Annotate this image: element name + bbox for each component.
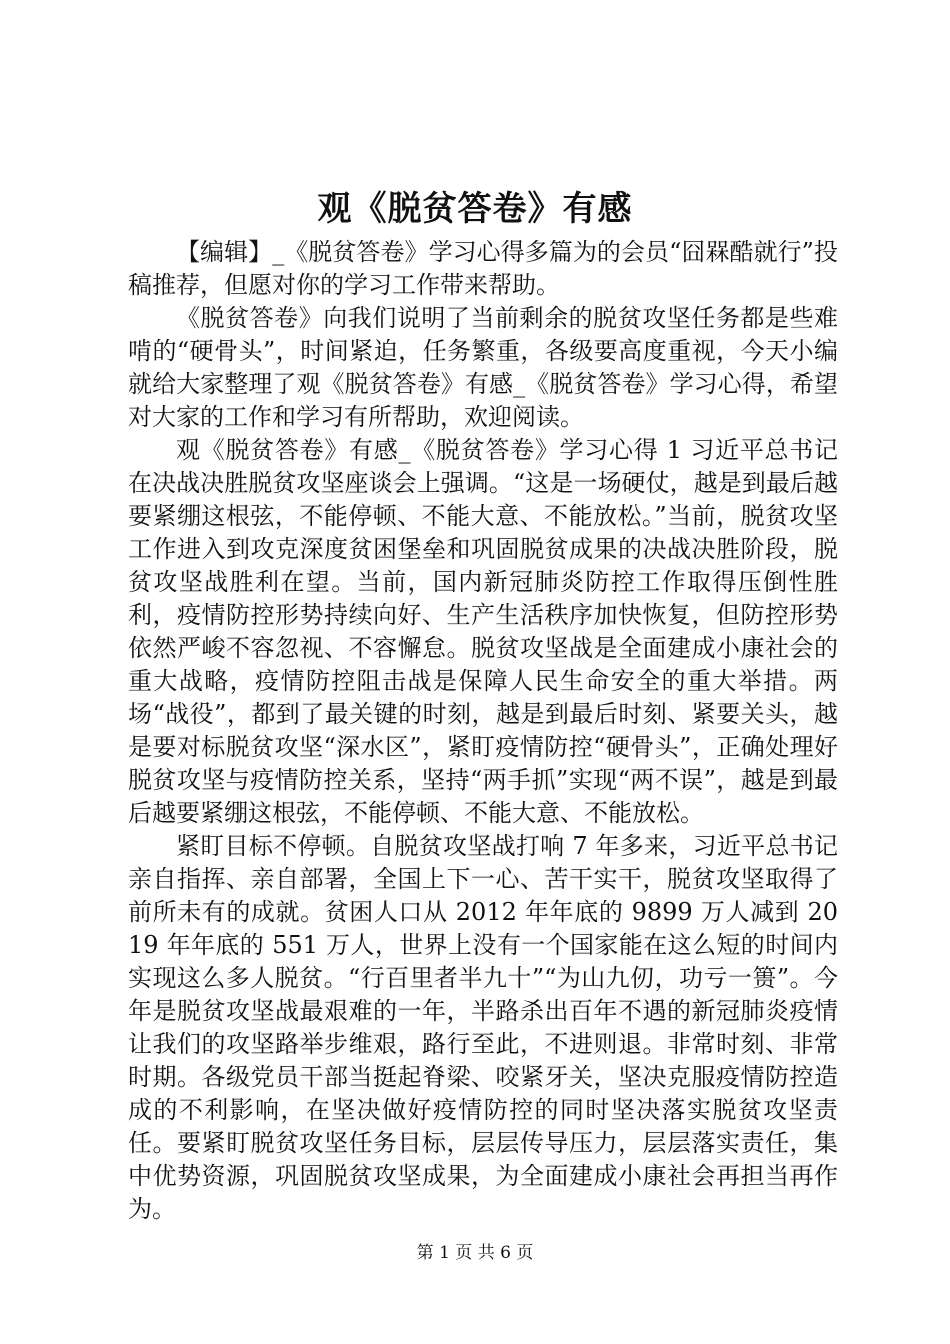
page-number-footer: 第 1 页 共 6 页 bbox=[416, 1243, 534, 1263]
paragraph-editor-note: 【编辑】_《脱贫答卷》学习心得多篇为的会员“囧槑酷就行”投稿推荐，但愿对你的学习工作带来帮助。 bbox=[128, 238, 838, 299]
document-body bbox=[128, 236, 838, 1226]
paragraph-intro: 《脱贫答卷》向我们说明了当前剩余的脱贫攻坚任务都是些难啃的“硬骨头”，时间紧迫，任务繁重，各级要高度重视，今天小编就给大家整理了观《脱贫答卷》有感_《脱贫答卷》学习心得，希望对大家的工作和学习有所帮助，欢迎阅读。 bbox=[128, 304, 838, 431]
document-title: 观《脱贫答卷》有感 bbox=[317, 189, 633, 229]
paragraph-target-focus: 紧盯目标不停顿。自脱贫攻坚战打响 7 年多来，习近平总书记亲自指挥、亲自部署，全国上下一心、苦干实干，脱贫攻坚取得了前所未有的成就。贫困人口从 2012 年年底的 9899 万人减到 2019 年年底的 551 万人，世界上没有一个国家能在这么短的时间内实现这么多人脱贫。“行百里者半九十”“为山九仞，功亏一篑”。今年是脱贫攻坚战最艰难的一年，半路杀出百年不遇的新冠肺炎疫情让我们的攻坚路举步维艰，路行至此，不进则退。非常时刻、非常时期。各级党员干部当挺起脊梁、咬紧牙关，坚决克服疫情防控造成的不利影响，在坚决做好疫情防控的同时坚决落实脱贫攻坚责任。要紧盯脱贫攻坚任务目标，层层传导压力，层层落实责任，集中优势资源，巩固脱贫攻坚成果，为全面建成小康社会再担当再作为。 bbox=[128, 832, 838, 1223]
paragraph-reflection-1: 观《脱贫答卷》有感_《脱贫答卷》学习心得 1 习近平总书记在决战决胜脱贫攻坚座谈会上强调。“这是一场硬仗，越是到最后越要紧绷这根弦，不能停顿、不能大意、不能放松。”当前，脱贫攻坚工作进入到攻克深度贫困堡垒和巩固脱贫成果的决战决胜阶段，脱贫攻坚战胜利在望。当前，国内新冠肺炎防控工作取得压倒性胜利，疫情防控形势持续向好、生产生活秩序加快恢复，但防控形势依然严峻不容忽视、不容懈怠。脱贫攻坚战是全面建成小康社会的重大战略，疫情防控阻击战是保障人民生命安全的重大举措。两场“战役”，都到了最关键的时刻，越是到最后时刻、紧要关头，越是要对标脱贫攻坚“深水区”，紧盯疫情防控“硬骨头”，正确处理好脱贫攻坚与疫情防控关系，坚持“两手抓”实现“两不误”，越是到最后越要紧绷这根弦，不能停顿、不能大意、不能放松。 bbox=[128, 436, 838, 827]
